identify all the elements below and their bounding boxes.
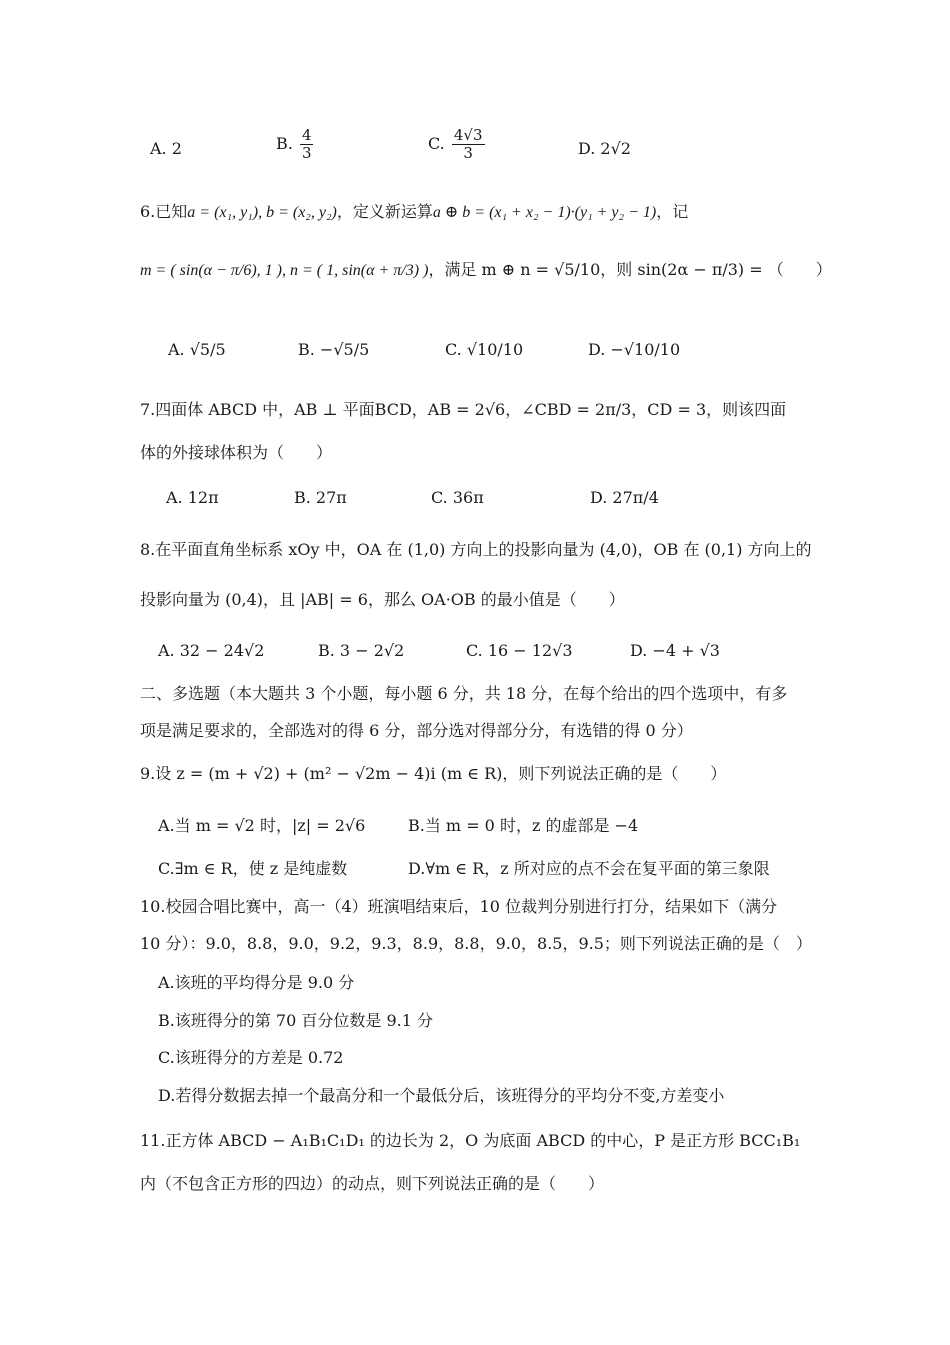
q9-option-d: D.∀m ∈ R，z 所对应的点不会在复平面的第三象限 [408, 859, 770, 878]
q5-option-b-label: B. [276, 134, 293, 153]
q8-option-d: D. −4 + √3 [630, 641, 720, 660]
q5-option-b-frac: $\frac{4}{3}$ [301, 126, 312, 162]
q5-option-d: D. 2√2 [578, 139, 631, 158]
q5-option-b [276, 127, 315, 162]
q8-option-a: A. 32 − 24√2 [158, 641, 265, 660]
q9-option-b: B.当 m = 0 时，z 的虚部是 −4 [408, 816, 639, 835]
q6-option-d: D. −√10/10 [588, 340, 681, 359]
q10-option-d: D.若得分数据去掉一个最高分和一个最低分后，该班得分的平均分不变,方差变小 [158, 1086, 725, 1105]
q7-stem-line1: 7.四面体 ABCD 中，AB ⊥ 平面BCD，AB = 2√6，∠CBD = 2π/3，CD = 3，则该四面 [140, 400, 787, 419]
q8-option-c: C. 16 − 12√3 [466, 641, 573, 660]
q7-option-b: B. 27π [294, 488, 347, 507]
q6-stem-line2: m = ( sin(α − π/6), 1 ), n = ( 1, sin(α + π/3) )，满足 m ⊕ n = √5/10，则 sin(2α − π/3) = （ ） [140, 260, 832, 279]
q10-option-b: B.该班得分的第 70 百分位数是 9.1 分 [158, 1011, 433, 1030]
q7-option-d: D. 27π/4 [590, 488, 659, 507]
q10-stem-line2: 10 分）：9.0，8.8，9.0，9.2，9.3，8.9，8.8，9.0，8.5，9.5；则下列说法正确的是（ ） [140, 934, 812, 953]
q7-option-c: C. 36π [431, 488, 484, 507]
q7-option-a: A. 12π [166, 488, 219, 507]
q6-option-b: B. −√5/5 [298, 340, 370, 359]
section2-header-line1: 二、多选题（本大题共 3 个小题，每小题 6 分，共 18 分，在每个给出的四个选项中，有多 [140, 684, 788, 703]
q5-option-c-label: C. [428, 134, 445, 153]
q10-option-c: C.该班得分的方差是 0.72 [158, 1048, 344, 1067]
q6-option-a: A. √5/5 [168, 340, 226, 359]
q9-option-a: A.当 m = √2 时，|z| = 2√6 [158, 816, 366, 835]
q5-option-a: A. 2 [150, 139, 182, 158]
q5-option-c [428, 127, 487, 162]
q8-stem-line1: 8.在平面直角坐标系 xOy 中，OA 在 (1,0) 方向上的投影向量为 (4,0)，OB 在 (0,1) 方向上的 [140, 540, 812, 559]
q10-option-a: A.该班的平均得分是 9.0 分 [158, 973, 355, 992]
q11-stem-line2: 内（不包含正方形的四边）的动点，则下列说法正确的是（ ） [140, 1174, 605, 1193]
q9-stem: 9.设 z = (m + √2) + (m² − √2m − 4)i (m ∈ R)，则下列说法正确的是（ ） [140, 764, 727, 783]
q11-stem-line1: 11.正方体 ABCD − A₁B₁C₁D₁ 的边长为 2，O 为底面 ABCD 的中心，P 是正方形 BCC₁B₁ [140, 1131, 801, 1150]
q9-option-c: C.∃m ∈ R，使 z 是纯虚数 [158, 859, 348, 878]
q6-stem-line1: 6.已知a = (x₁, y₁), b = (x₂, y₂)，定义新运算a ⊕ b = (x₁ + x₂ − 1)·(y₁ + y₂ − 1)，记 [140, 202, 689, 221]
q6-option-c: C. √10/10 [445, 340, 524, 359]
q8-stem-line2: 投影向量为 (0,4)，且 |AB| = 6，那么 OA·OB 的最小值是（ ） [140, 590, 625, 609]
section2-header-line2: 项是满足要求的，全部选对的得 6 分，部分选对得部分分，有选错的得 0 分） [140, 721, 693, 740]
q10-stem-line1: 10.校园合唱比赛中，高一（4）班演唱结束后，10 位裁判分别进行打分，结果如下（满分 [140, 897, 778, 916]
q8-option-b: B. 3 − 2√2 [318, 641, 405, 660]
q7-stem-line2: 体的外接球体积为（ ） [140, 443, 333, 462]
q5-option-c-frac: $\frac{4√3}{3}$ [453, 126, 483, 162]
